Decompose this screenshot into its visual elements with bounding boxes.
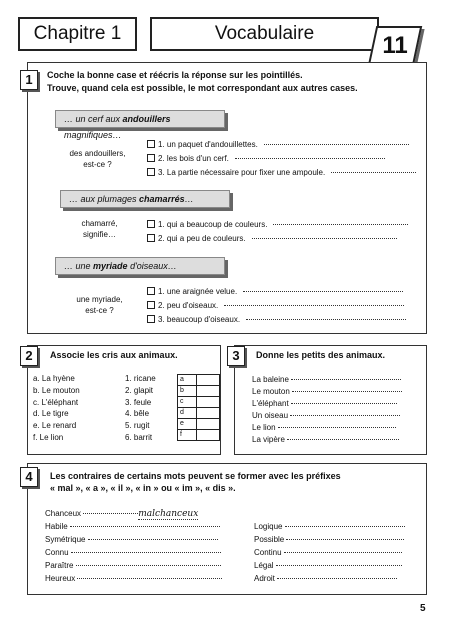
answer-cell-d[interactable]	[197, 408, 220, 419]
option-3-2[interactable]: 2. peu d'oiseaux.	[147, 300, 404, 311]
animal-list: a. La hyène b. Le mouton c. L'éléphant d. Le tigre e. Le renard f. Le lion	[33, 374, 80, 442]
exercise-2-title: Associe les cris aux animaux.	[50, 350, 178, 360]
baby-animal-3[interactable]: L'éléphant	[252, 398, 397, 409]
option-1-3[interactable]: 3. La partie nécessaire pour fixer une ampoule.	[147, 167, 416, 178]
exercise-3-title: Donne les petits des animaux.	[256, 350, 386, 360]
exercise-2-number: 2	[20, 346, 38, 366]
answer-cell-e[interactable]	[197, 419, 220, 430]
baby-animal-1[interactable]: La baleine	[252, 374, 401, 385]
cry-list: 1. ricane 2. glapit 3. feule 4. bêle 5. rugit 6. barrit	[125, 374, 156, 442]
exercise-1-number: 1	[20, 70, 38, 90]
context-phrase-2: … aux plumages chamarrés…	[60, 190, 230, 208]
page-number: 5	[420, 603, 426, 614]
question-1: des andouillers, est-ce ?	[69, 149, 126, 169]
page-title: Vocabulaire	[150, 17, 379, 51]
option-3-1[interactable]: 1. une araignée velue.	[147, 286, 403, 297]
antonym-right-4[interactable]: Légal	[254, 560, 402, 571]
answer-cell-b[interactable]	[197, 386, 220, 397]
antonym-right-5[interactable]: Adroit	[254, 573, 397, 584]
antonym-right-2[interactable]: Possible	[254, 534, 404, 545]
antonym-left-6[interactable]: Heureux	[45, 573, 222, 584]
baby-animal-2[interactable]: Le mouton	[252, 386, 402, 397]
option-2-1[interactable]: 1. qui a beaucoup de couleurs.	[147, 219, 408, 230]
example-answer: malchanceux	[138, 509, 199, 519]
option-1-2[interactable]: 2. les bois d'un cerf.	[147, 153, 385, 164]
exercise-4-instruction-2: « mal », « a », « il », « in » ou « im », « dis ».	[50, 483, 236, 493]
option-2-2[interactable]: 2. qui a peu de couleurs.	[147, 233, 397, 244]
answer-cell-f[interactable]	[197, 430, 220, 441]
exercise-1-instruction-1: Coche la bonne case et réécris la réponse sur les pointillés.	[47, 70, 303, 80]
baby-animal-6[interactable]: La vipère	[252, 434, 399, 445]
baby-animal-5[interactable]: Le lion	[252, 422, 396, 433]
baby-animal-4[interactable]: Un oiseau	[252, 410, 400, 421]
option-3-3[interactable]: 3. beaucoup d'oiseaux.	[147, 314, 406, 325]
antonym-right-3[interactable]: Continu	[254, 547, 402, 558]
lesson-number-badge: 11	[368, 26, 423, 66]
exercise-3-number: 3	[227, 346, 245, 366]
answer-cell-c[interactable]	[197, 397, 220, 408]
answer-cell-a[interactable]	[197, 375, 220, 386]
context-phrase-1: … un cerf aux andouillers magnifiques…	[55, 110, 225, 128]
question-3: une myriade, est-ce ?	[76, 295, 123, 315]
antonym-left-4[interactable]: Connu	[45, 547, 221, 558]
antonym-left-5[interactable]: Paraître	[45, 560, 221, 571]
answer-grid: a b c d e f	[177, 374, 220, 441]
option-1-1[interactable]: 1. un paquet d'andouillettes.	[147, 139, 409, 150]
exercise-4-number: 4	[20, 467, 38, 487]
chapter-title: Chapitre 1	[18, 17, 137, 51]
question-2: chamarré, signifie…	[81, 219, 118, 239]
antonym-left-2[interactable]: Habile	[45, 521, 220, 532]
antonym-left-3[interactable]: Symétrique	[45, 534, 218, 545]
context-phrase-3: … une myriade d'oiseaux…	[55, 257, 225, 275]
antonym-left-1[interactable]: Chanceux malchanceux	[45, 509, 199, 519]
exercise-1-instruction-2: Trouve, quand cela est possible, le mot correspondant aux autres cases.	[47, 83, 358, 93]
exercise-4-instruction-1: Les contraires de certains mots peuvent se former avec les préfixes	[50, 471, 341, 481]
antonym-right-1[interactable]: Logique	[254, 521, 405, 532]
